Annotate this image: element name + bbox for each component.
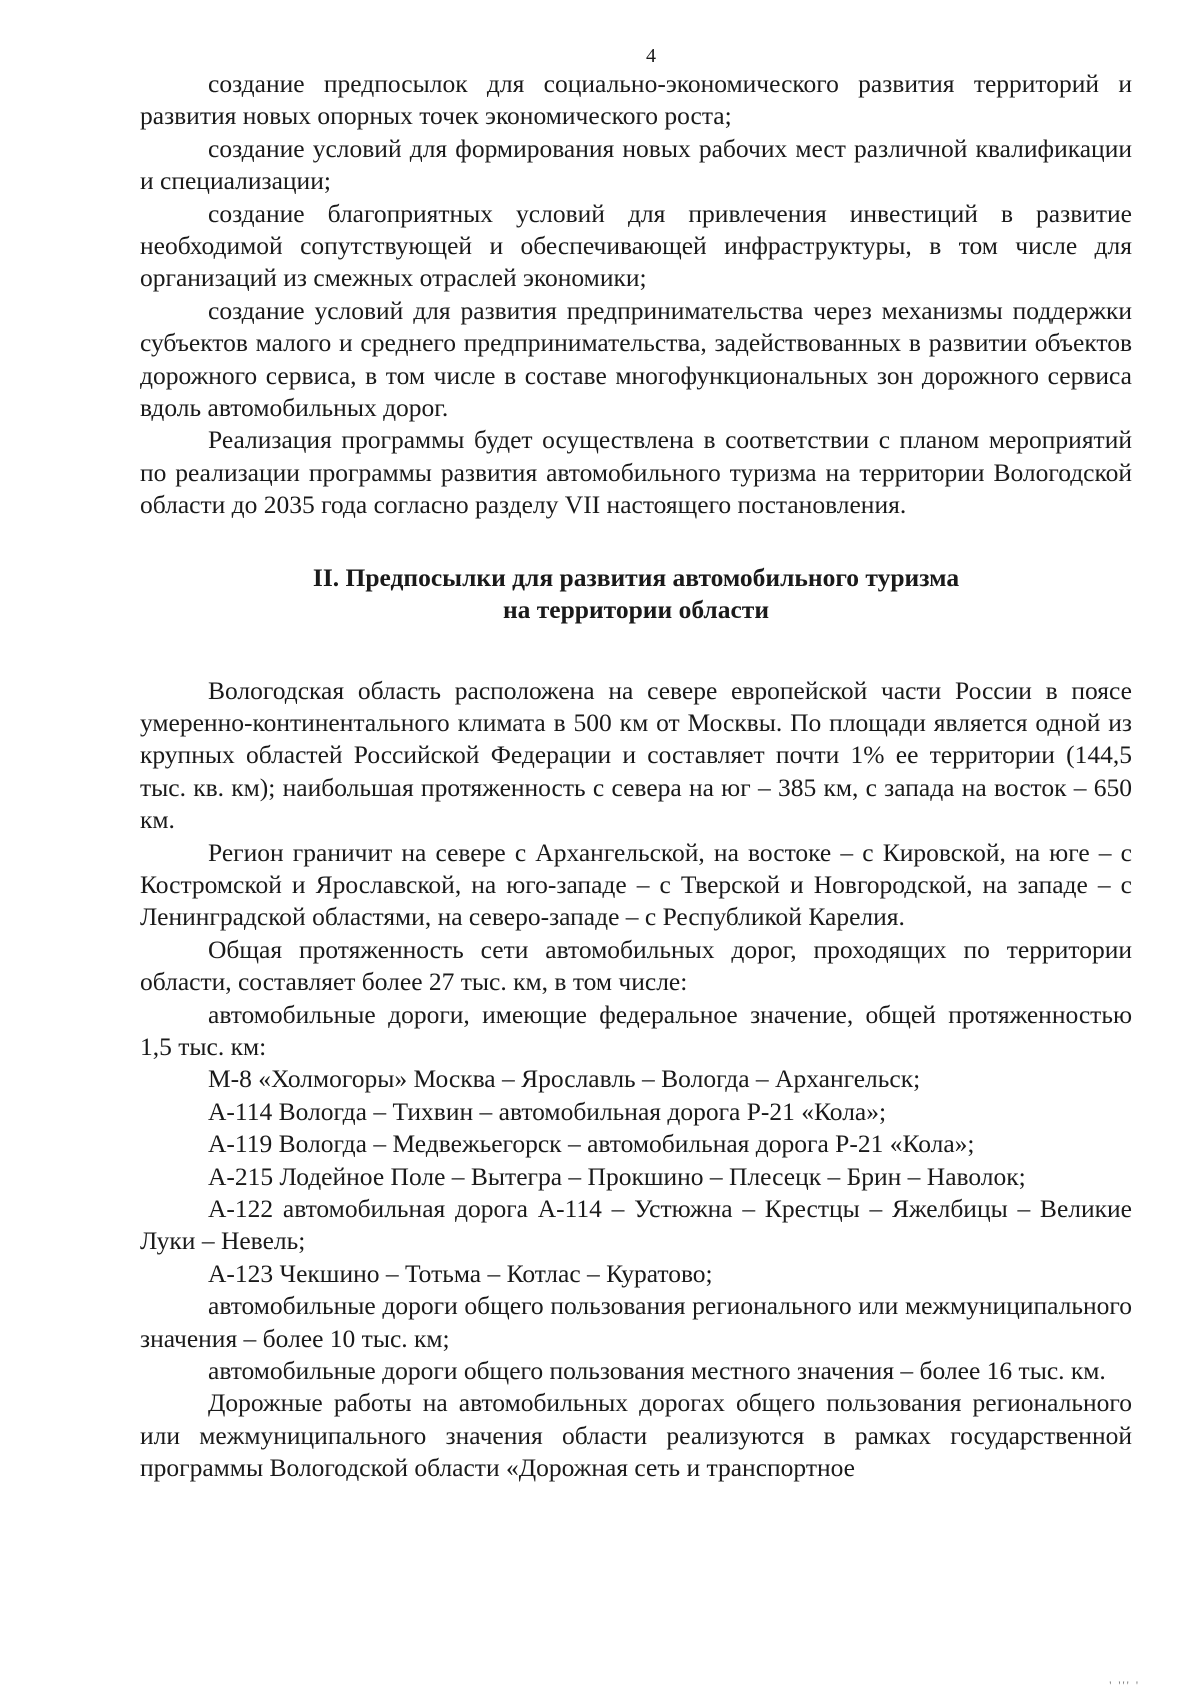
section-paragraph: Вологодская область расположена на севере европейской части России в поясе умеренно-континентального климата в 500 км от Москвы. По площади является одной из крупных областей Российской Федерации и составляет почти 1% ее территории (144,5 тыс. кв. км); наибольшая протяженность с севера на юг – 385 км, с запада на восток – 650 км. <box>140 675 1132 835</box>
road-list-item: А-119 Вологда – Медвежьегорск – автомобильная дорога Р-21 «Кола»; <box>208 1129 975 1159</box>
section-heading-line: на территории области <box>502 595 770 625</box>
intro-paragraph: создание благоприятных условий для привлечения инвестиций в развитие необходимой сопутствующей и обеспечивающей инфраструктуры, в том числе для организаций из смежных отраслей экономики; <box>140 198 1132 293</box>
section-heading-line: II. Предпосылки для развития автомобильного туризма <box>312 562 960 592</box>
road-list-item: М-8 «Холмогоры» Москва – Ярославль – Вологда – Архангельск; <box>208 1064 921 1094</box>
road-list-item: А-122 автомобильная дорога А-114 – Устюжна – Крестцы – Яжелбицы – Великие Луки – Невель; <box>140 1194 1132 1256</box>
intro-paragraph: Реализация программы будет осуществлена в соответствии с планом мероприятий по реализации программы развития автомобильного туризма на территории Вологодской области до 2035 года согласно разделу VII настоящего постановления. <box>140 425 1132 520</box>
section-paragraph: автомобильные дороги общего пользования местного значения – более 16 тыс. км. <box>208 1356 1106 1386</box>
road-list-item: А-215 Лодейное Поле – Вытегра – Прокшино – Плесецк – Брин – Наволок; <box>208 1161 1026 1191</box>
section-paragraph: автомобильные дороги общего пользования регионального или межмуниципального значения – более 10 тыс. км; <box>140 1291 1132 1353</box>
intro-paragraph: создание условий для развития предпринимательства через механизмы поддержки субъектов малого и среднего предпринимательства, задействованных в развитии объектов дорожного сервиса, в том числе в составе многофункциональных зон дорожного сервиса вдоль автомобильных дорог. <box>140 295 1132 423</box>
section-paragraph: Дорожные работы на автомобильных дорогах общего пользования регионального или межмуниципального значения области реализуются в рамках государственной программы Вологодской области «Дорожная сеть и транспортное <box>140 1388 1132 1483</box>
section-paragraph: автомобильные дороги, имеющие федеральное значение, общей протяженностью 1,5 тыс. км: <box>140 999 1132 1061</box>
document-page <box>140 44 1132 1485</box>
section-paragraph: Регион граничит на севере с Архангельской, на востоке – с Кировской, на юге – с Костромской и Ярославской, на юго-западе – с Тверской и Новгородской, на западе – с Ленинградской областями, на северо-западе – с Республикой Карелия. <box>140 837 1132 932</box>
section-paragraph: Общая протяженность сети автомобильных дорог, проходящих по территории области, составляет более 27 тыс. км, в том числе: <box>140 934 1132 997</box>
intro-paragraph: создание условий для формирования новых рабочих мест различной квалификации и специализации; <box>140 133 1132 196</box>
page-number: 4 <box>646 45 656 67</box>
intro-paragraph: создание предпосылок для социально-экономического развития территорий и развития новых опорных точек экономического роста; <box>140 69 1132 131</box>
section-heading <box>140 562 1132 627</box>
scan-mark: ' ''' ' <box>1109 1678 1140 1692</box>
road-list-item: А-123 Чекшино – Тотьма – Котлас – Куратово; <box>208 1258 713 1288</box>
road-list-item: А-114 Вологда – Тихвин – автомобильная дорога Р-21 «Кола»; <box>208 1096 887 1126</box>
